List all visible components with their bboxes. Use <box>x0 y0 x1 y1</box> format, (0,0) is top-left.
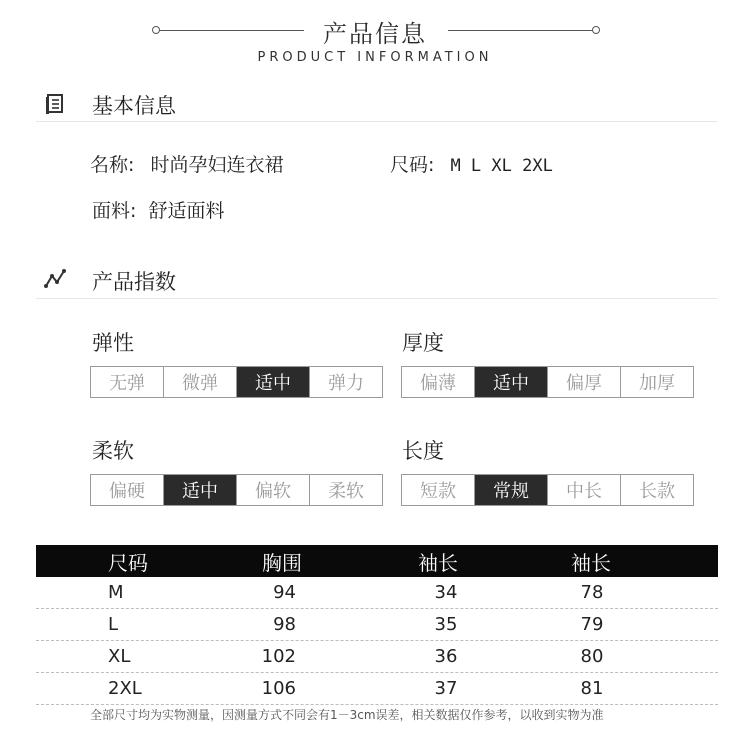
thickness-label: 厚度 <box>402 331 444 355</box>
table-row <box>36 609 718 641</box>
elasticity-option: 弹力 <box>309 367 382 397</box>
size-table <box>36 545 718 705</box>
thickness-option: 适中 <box>474 367 547 397</box>
measurement-footnote: 全部尺寸均为实物测量，因测量方式不同会有1－3cm误差，相关数据仅作参考，以收到实物为准 <box>90 708 604 722</box>
table-row <box>36 577 718 609</box>
trend-icon <box>44 268 66 290</box>
softness-option: 偏软 <box>236 475 309 505</box>
table-cell: 78 <box>580 582 604 603</box>
thickness-option: 偏厚 <box>547 367 620 397</box>
elasticity-scale <box>90 366 383 398</box>
product-name-row <box>90 150 283 177</box>
table-cell: 106 <box>261 678 296 699</box>
softness-option: 偏硬 <box>109 481 145 502</box>
length-option: 中长 <box>547 475 620 505</box>
softness-label: 柔软 <box>92 439 134 463</box>
softness-option: 适中 <box>163 475 236 505</box>
document-icon <box>44 93 66 115</box>
table-cell: XL <box>108 646 131 667</box>
header-cell-sleeve-2: 袖长 <box>571 550 611 575</box>
size-label: 尺码: <box>390 154 435 176</box>
fabric-row <box>92 196 224 223</box>
title-right-dot <box>592 26 600 34</box>
softness-option: 柔软 <box>309 475 382 505</box>
table-cell: 102 <box>261 646 296 667</box>
basic-info-heading: 基本信息 <box>92 94 176 118</box>
title-left-dot <box>152 26 160 34</box>
table-cell: 80 <box>580 646 604 667</box>
title-right-rule <box>448 30 594 31</box>
fabric-label: 面料: <box>92 200 137 222</box>
table-cell: 79 <box>580 614 604 635</box>
header-cell-size: 尺码 <box>108 550 148 575</box>
fabric-value: 舒适面料 <box>148 200 225 222</box>
thickness-option: 偏薄 <box>420 373 456 394</box>
product-index-heading: 产品指数 <box>92 270 176 294</box>
table-cell: 94 <box>273 582 296 603</box>
thickness-scale <box>401 366 694 398</box>
length-option: 常规 <box>474 475 547 505</box>
header-cell-bust: 胸围 <box>262 550 302 575</box>
size-table-header <box>36 545 718 577</box>
table-cell: 98 <box>273 614 296 635</box>
header-cell-sleeve: 袖长 <box>418 550 458 575</box>
basic-info-rule <box>36 121 717 122</box>
elasticity-label: 弹性 <box>92 331 134 355</box>
page-title: 产品信息 <box>323 20 427 48</box>
length-option: 短款 <box>420 481 456 502</box>
table-cell: M <box>108 582 124 603</box>
length-label: 长度 <box>402 439 444 463</box>
table-cell: 35 <box>434 614 458 635</box>
thickness-option: 加厚 <box>620 367 693 397</box>
length-option: 长款 <box>620 475 693 505</box>
table-cell: 2XL <box>108 678 142 699</box>
title-left-rule <box>158 30 304 31</box>
product-index-rule <box>36 298 717 299</box>
table-cell: 37 <box>434 678 458 699</box>
table-row <box>36 673 718 705</box>
table-cell: L <box>108 614 119 635</box>
product-name-value: 时尚孕妇连衣裙 <box>150 154 284 176</box>
length-scale <box>401 474 694 506</box>
elasticity-option: 适中 <box>236 367 309 397</box>
elasticity-option: 无弹 <box>109 373 145 394</box>
table-cell: 34 <box>434 582 458 603</box>
table-cell: 81 <box>580 678 604 699</box>
size-value: M L XL 2XL <box>450 156 553 176</box>
table-cell: 36 <box>434 646 458 667</box>
table-row <box>36 641 718 673</box>
size-row <box>390 150 553 177</box>
page-subtitle: PRODUCT INFORMATION <box>257 50 493 65</box>
softness-scale <box>90 474 383 506</box>
product-name-label: 名称: <box>90 154 135 176</box>
elasticity-option: 微弹 <box>163 367 236 397</box>
